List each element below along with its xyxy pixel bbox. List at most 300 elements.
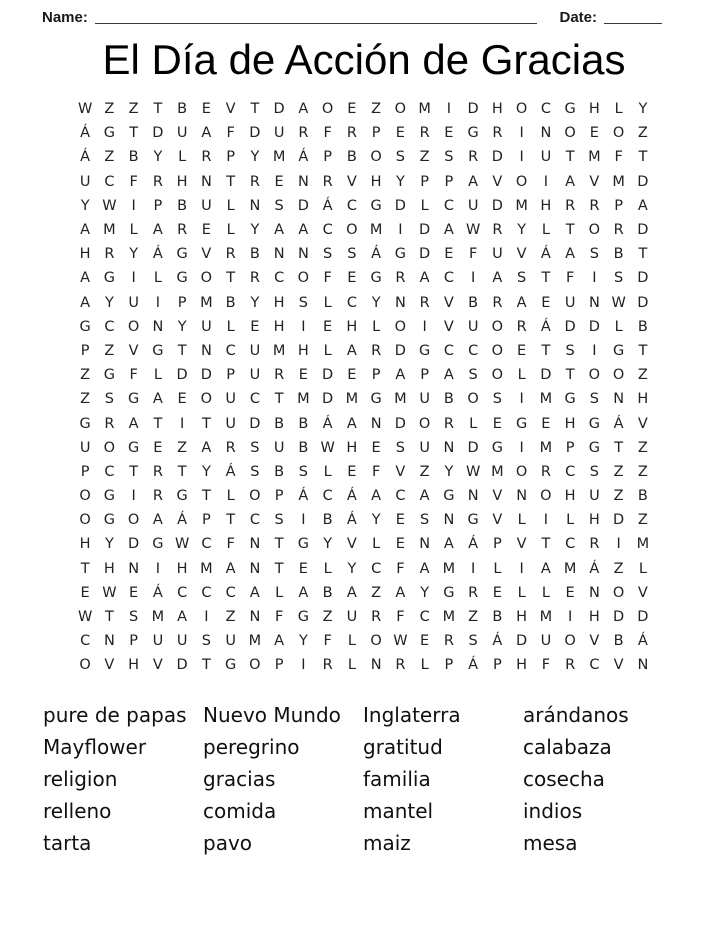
grid-cell: D	[200, 367, 212, 384]
grid-cell: N	[443, 512, 455, 529]
grid-cell: G	[564, 391, 576, 408]
grid-cell: R	[104, 246, 115, 263]
grid-cell: D	[322, 391, 334, 408]
grid-cell: R	[371, 609, 382, 626]
grid-cell: A	[395, 367, 406, 384]
grid-cell: C	[225, 342, 236, 359]
grid-cell: F	[323, 125, 332, 142]
grid-cell: H	[370, 173, 382, 190]
grid-cell: E	[177, 391, 187, 408]
grid-row	[73, 653, 655, 677]
grid-cell: M	[612, 173, 625, 190]
grid-cell: S	[614, 270, 624, 287]
grid-cell: H	[79, 246, 91, 263]
grid-cell: D	[128, 536, 140, 553]
grid-cell: E	[420, 633, 430, 650]
grid-cell: T	[638, 149, 648, 166]
grid-cell: A	[540, 560, 551, 577]
grid-cell: L	[275, 584, 284, 601]
grid-cell: C	[443, 197, 454, 214]
grid-cell: H	[346, 439, 358, 456]
grid-cell: O	[249, 657, 261, 674]
grid-cell: Á	[371, 246, 382, 263]
grid-cell: T	[638, 246, 648, 263]
grid-cell: V	[516, 246, 527, 263]
grid-cell: I	[301, 318, 306, 335]
grid-cell: A	[443, 222, 454, 239]
grid-cell: Z	[104, 149, 115, 166]
grid-cell: R	[565, 657, 576, 674]
grid-cell: A	[274, 222, 285, 239]
grid-cell: A	[419, 560, 430, 577]
grid-cell: M	[200, 294, 213, 311]
grid-cell: D	[637, 270, 649, 287]
grid-cell: O	[200, 270, 213, 287]
grid-cell: U	[79, 439, 91, 456]
grid-cell: Á	[613, 415, 624, 432]
grid-row	[73, 97, 655, 121]
grid-cell: F	[371, 463, 381, 480]
grid-cell: G	[516, 415, 528, 432]
grid-cell: Á	[152, 584, 163, 601]
grid-cell: Z	[80, 391, 91, 408]
grid-cell: P	[129, 633, 138, 650]
grid-cell: G	[419, 342, 431, 359]
word-item: comida	[203, 798, 277, 823]
grid-cell: N	[588, 294, 600, 311]
grid-cell: S	[517, 270, 527, 287]
grid-cell: B	[443, 391, 454, 408]
grid-cell: O	[588, 222, 601, 239]
grid-cell: A	[80, 222, 91, 239]
grid-cell: T	[541, 342, 551, 359]
grid-cell: D	[152, 125, 164, 142]
grid-cell: Y	[420, 584, 430, 601]
grid-cell: O	[515, 101, 528, 118]
grid-cell: I	[155, 294, 161, 311]
grid-cell: G	[588, 415, 600, 432]
grid-cell: S	[444, 149, 454, 166]
grid-cell: Á	[637, 633, 648, 650]
grid-cell: C	[540, 101, 551, 118]
grid-cell: R	[225, 246, 236, 263]
grid-cell: O	[103, 439, 116, 456]
grid-cell: I	[519, 439, 524, 456]
grid-cell: Á	[298, 488, 309, 505]
grid-cell: I	[446, 101, 452, 118]
grid-cell: S	[565, 342, 575, 359]
grid-cell: H	[588, 609, 600, 626]
grid-cell: B	[322, 512, 333, 529]
grid-cell: D	[176, 367, 188, 384]
grid-cell: N	[419, 536, 431, 553]
grid-cell: L	[614, 101, 623, 118]
grid-cell: S	[468, 367, 478, 384]
grid-cell: L	[372, 318, 381, 335]
grid-cell: L	[420, 657, 429, 674]
grid-cell: R	[104, 415, 115, 432]
grid-cell: L	[517, 512, 526, 529]
grid-cell: F	[396, 560, 405, 577]
grid-cell: P	[153, 197, 163, 214]
grid-cell: U	[467, 318, 479, 335]
date-blank-line	[604, 10, 662, 24]
grid-cell: U	[540, 633, 552, 650]
grid-cell: S	[129, 609, 139, 626]
grid-cell: Y	[323, 536, 333, 553]
grid-cell: U	[249, 367, 261, 384]
grid-cell: Y	[517, 222, 527, 239]
grid-cell: H	[637, 391, 649, 408]
grid-cell: T	[104, 609, 114, 626]
grid-cell: L	[347, 633, 356, 650]
grid-cell: R	[540, 463, 551, 480]
grid-cell: D	[297, 197, 309, 214]
grid-cell: Á	[468, 657, 479, 674]
grid-row	[73, 363, 655, 387]
grid-cell: C	[589, 657, 600, 674]
grid-cell: R	[492, 294, 503, 311]
grid-cell: I	[301, 657, 306, 674]
grid-cell: I	[543, 173, 549, 190]
grid-cell: V	[516, 536, 527, 553]
grid-cell: D	[467, 439, 479, 456]
grid-cell: Z	[613, 488, 624, 505]
grid-cell: S	[395, 149, 405, 166]
grid-cell: O	[321, 101, 334, 118]
grid-cell: R	[468, 149, 479, 166]
grid-row	[73, 484, 655, 508]
grid-cell: T	[565, 149, 575, 166]
grid-cell: B	[322, 584, 333, 601]
grid-cell: G	[394, 246, 406, 263]
grid-cell: U	[492, 246, 503, 263]
grid-cell: E	[444, 125, 454, 142]
grid-cell: V	[346, 173, 357, 190]
grid-cell: D	[637, 173, 649, 190]
grid-cell: A	[128, 415, 139, 432]
grid-cell: M	[394, 391, 407, 408]
grid-row	[73, 121, 655, 145]
grid-cell: I	[398, 222, 403, 239]
grid-cell: W	[77, 609, 93, 626]
grid-cell: B	[274, 415, 285, 432]
grid-cell: P	[274, 657, 284, 674]
worksheet-header	[0, 0, 728, 26]
grid-cell: Y	[444, 463, 454, 480]
grid-cell: C	[249, 512, 260, 529]
grid-cell: A	[80, 270, 91, 287]
grid-cell: T	[274, 560, 284, 577]
grid-cell: C	[225, 584, 236, 601]
grid-row	[73, 436, 655, 460]
grid-cell: Á	[152, 246, 163, 263]
grid-cell: N	[103, 633, 115, 650]
grid-cell: R	[322, 657, 333, 674]
grid-cell: H	[516, 657, 528, 674]
grid-cell: R	[274, 367, 285, 384]
word-item: gratitud	[363, 734, 443, 759]
grid-cell: E	[444, 246, 454, 263]
grid-cell: Z	[637, 439, 648, 456]
grid-cell: O	[394, 101, 407, 118]
grid-cell: S	[420, 512, 430, 529]
grid-cell: G	[491, 439, 503, 456]
word-item: relleno	[43, 798, 112, 823]
grid-cell: H	[564, 488, 576, 505]
grid-cell: I	[567, 609, 573, 626]
grid-cell: E	[395, 512, 405, 529]
grid-cell: I	[204, 609, 209, 626]
grid-cell: G	[128, 391, 140, 408]
grid-cell: B	[346, 149, 357, 166]
grid-cell: O	[370, 149, 382, 166]
grid-cell: T	[153, 101, 163, 118]
grid-cell: G	[613, 342, 625, 359]
grid-cell: E	[541, 415, 551, 432]
grid-cell: Y	[104, 536, 114, 553]
grid-cell: C	[201, 536, 212, 553]
grid-cell: A	[201, 125, 212, 142]
grid-cell: N	[200, 173, 212, 190]
grid-cell: I	[131, 197, 136, 214]
grid-cell: U	[225, 633, 236, 650]
grid-row	[73, 532, 655, 556]
grid-cell: L	[493, 560, 502, 577]
word-item: peregrino	[203, 734, 300, 759]
grid-cell: S	[589, 463, 599, 480]
grid-cell: M	[442, 609, 456, 626]
grid-cell: D	[273, 101, 285, 118]
grid-cell: G	[103, 488, 115, 505]
grid-cell: W	[465, 222, 481, 239]
grid-cell: A	[419, 488, 430, 505]
grid-cell: S	[347, 246, 357, 263]
grid-cell: R	[152, 488, 163, 505]
grid-cell: N	[540, 125, 552, 142]
grid-cell: E	[541, 294, 551, 311]
grid-cell: F	[129, 367, 138, 384]
word-item: mesa	[523, 830, 578, 855]
grid-cell: C	[274, 270, 285, 287]
grid-cell: Á	[492, 633, 503, 650]
grid-cell: L	[347, 657, 356, 674]
grid-cell: N	[200, 342, 212, 359]
grid-cell: A	[249, 584, 260, 601]
grid-cell: Z	[322, 609, 333, 626]
grid-cell: M	[515, 197, 528, 214]
grid-cell: D	[637, 294, 649, 311]
grid-row	[73, 557, 655, 581]
grid-cell: C	[371, 560, 382, 577]
grid-cell: D	[637, 222, 649, 239]
grid-cell: T	[201, 488, 211, 505]
grid-cell: O	[491, 342, 504, 359]
grid-cell: V	[225, 101, 236, 118]
grid-cell: H	[103, 560, 115, 577]
grid-cell: I	[470, 270, 476, 287]
word-item: cosecha	[523, 766, 605, 791]
grid-cell: C	[443, 270, 454, 287]
grid-cell: P	[444, 657, 454, 674]
grid-cell: W	[102, 584, 117, 601]
grid-cell: Á	[346, 488, 357, 505]
grid-cell: H	[273, 294, 285, 311]
grid-cell: T	[201, 415, 211, 432]
grid-cell: D	[394, 415, 406, 432]
grid-cell: H	[297, 342, 309, 359]
grid-cell: M	[345, 391, 359, 408]
grid-cell: O	[491, 367, 504, 384]
grid-cell: S	[298, 463, 308, 480]
grid-cell: M	[369, 222, 383, 239]
grid-cell: N	[613, 391, 625, 408]
grid-cell: E	[129, 584, 139, 601]
grid-cell: F	[226, 536, 235, 553]
grid-row	[73, 460, 655, 484]
grid-cell: Y	[177, 318, 187, 335]
grid-cell: D	[491, 197, 503, 214]
grid-cell: S	[589, 391, 599, 408]
grid-cell: B	[468, 294, 479, 311]
grid-cell: T	[226, 270, 236, 287]
grid-cell: Á	[298, 149, 309, 166]
grid-cell: R	[152, 463, 163, 480]
grid-cell: G	[297, 536, 309, 553]
grid-cell: G	[79, 415, 91, 432]
grid-cell: L	[129, 222, 138, 239]
word-item: pure de papas	[43, 702, 187, 727]
grid-cell: A	[298, 222, 309, 239]
grid-row	[73, 315, 655, 339]
grid-cell: U	[176, 633, 188, 650]
grid-cell: T	[177, 463, 187, 480]
word-item: arándanos	[523, 702, 629, 727]
grid-cell: Á	[322, 415, 333, 432]
grid-cell: E	[371, 439, 381, 456]
grid-cell: O	[612, 367, 625, 384]
grid-cell: D	[516, 633, 528, 650]
grid-cell: E	[347, 367, 357, 384]
word-item: familia	[363, 766, 431, 791]
grid-cell: Á	[177, 512, 188, 529]
grid-cell: A	[152, 512, 163, 529]
grid-cell: I	[592, 342, 597, 359]
grid-cell: L	[517, 367, 526, 384]
grid-cell: E	[80, 584, 90, 601]
grid-cell: Y	[153, 149, 163, 166]
grid-cell: B	[298, 439, 309, 456]
grid-cell: A	[177, 609, 188, 626]
grid-cell: I	[519, 560, 524, 577]
grid-cell: Z	[637, 125, 648, 142]
grid-cell: O	[612, 584, 625, 601]
grid-cell: S	[104, 391, 114, 408]
grid-row	[73, 508, 655, 532]
puzzle-title: El Día de Acción de Gracias	[102, 36, 626, 83]
grid-cell: H	[176, 173, 188, 190]
grid-cell: N	[637, 657, 649, 674]
grid-cell: T	[638, 342, 648, 359]
grid-cell: G	[370, 197, 382, 214]
grid-cell: B	[128, 149, 139, 166]
grid-cell: G	[176, 270, 188, 287]
grid-cell: R	[443, 415, 454, 432]
grid-cell: I	[519, 391, 524, 408]
grid-cell: E	[347, 270, 357, 287]
grid-cell: B	[637, 488, 648, 505]
grid-cell: G	[467, 512, 479, 529]
grid-cell: M	[539, 391, 553, 408]
grid-cell: R	[419, 125, 430, 142]
grid-row	[73, 145, 655, 169]
grid-cell: O	[418, 415, 431, 432]
grid-cell: P	[202, 512, 211, 529]
grid-cell: O	[588, 367, 601, 384]
grid-cell: N	[516, 488, 528, 505]
grid-cell: P	[420, 367, 429, 384]
grid-cell: B	[637, 318, 648, 335]
grid-cell: F	[614, 149, 623, 166]
name-blank-line	[95, 10, 538, 24]
grid-cell: R	[249, 173, 260, 190]
grid-cell: E	[395, 536, 405, 553]
grid-cell: S	[492, 391, 502, 408]
grid-cell: L	[372, 536, 381, 553]
grid-cell: G	[128, 439, 140, 456]
grid-cell: N	[467, 488, 479, 505]
grid-cell: H	[273, 318, 285, 335]
grid-cell: L	[153, 367, 162, 384]
grid-cell: L	[153, 270, 162, 287]
grid-cell: Z	[371, 584, 382, 601]
grid-cell: Y	[638, 101, 648, 118]
grid-cell: E	[347, 101, 357, 118]
grid-cell: D	[249, 125, 261, 142]
grid-cell: P	[274, 488, 284, 505]
grid-cell: U	[419, 391, 430, 408]
grid-cell: H	[79, 536, 91, 553]
grid-cell: P	[444, 173, 454, 190]
grid-cell: V	[492, 488, 503, 505]
grid-cell: V	[201, 246, 212, 263]
grid-cell: R	[565, 197, 576, 214]
grid-cell: N	[297, 173, 309, 190]
grid-cell: Á	[80, 149, 91, 166]
grid-cell: V	[589, 173, 600, 190]
grid-cell: S	[395, 439, 405, 456]
grid-cell: A	[346, 342, 357, 359]
grid-cell: O	[346, 222, 358, 239]
grid-cell: D	[419, 246, 431, 263]
grid-cell: Z	[419, 149, 430, 166]
grid-cell: Z	[177, 439, 188, 456]
grid-cell: I	[519, 149, 524, 166]
grid-cell: P	[177, 294, 187, 311]
grid-cell: H	[588, 101, 600, 118]
grid-cell: A	[298, 584, 309, 601]
grid-cell: E	[565, 584, 575, 601]
grid-cell: V	[613, 657, 624, 674]
word-list-column	[523, 699, 629, 859]
grid-cell: A	[468, 173, 479, 190]
grid-cell: M	[151, 609, 165, 626]
grid-cell: W	[611, 294, 626, 311]
grid-cell: L	[517, 584, 526, 601]
grid-cell: P	[80, 463, 90, 480]
word-item: religion	[43, 766, 118, 791]
grid-cell: I	[592, 270, 597, 287]
